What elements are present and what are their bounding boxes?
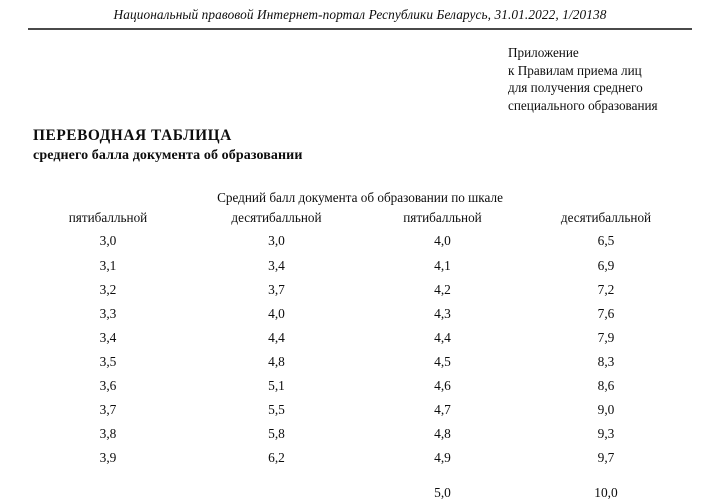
table-cell: 7,9 — [597, 330, 615, 345]
header-divider-rule — [28, 28, 692, 30]
table-row — [28, 350, 692, 374]
page-title: ПЕРЕВОДНАЯ ТАБЛИЦА — [33, 127, 232, 144]
table-cell: 6,9 — [597, 258, 615, 273]
table-cell: 8,3 — [597, 354, 615, 369]
table-cell: 3,6 — [99, 378, 117, 393]
table-cell: 3,7 — [268, 282, 285, 297]
table-header — [28, 188, 692, 228]
table-cell: 4,1 — [434, 258, 451, 273]
table-row — [28, 446, 692, 470]
appendix-line-1: Приложение — [508, 45, 579, 60]
table-cell: 3,8 — [99, 426, 117, 441]
column-header-scale-five-right: пятибалльной — [403, 210, 482, 225]
document-title-block — [33, 126, 303, 165]
table-cell: 3,1 — [99, 258, 117, 273]
table-cell: 3,7 — [99, 402, 117, 417]
table-cell: 7,6 — [597, 306, 615, 321]
table-cell: 3,4 — [99, 330, 117, 345]
table-cell: 3,2 — [99, 282, 117, 297]
table-cell: 4,6 — [434, 378, 451, 393]
table-row — [28, 374, 692, 398]
table-row — [28, 482, 692, 504]
running-header-text: Национальный правовой Интернет-портал Республики Беларусь, 31.01.2022, 1/20138 — [113, 7, 607, 22]
table-row — [28, 422, 692, 446]
table-cell: 4,4 — [434, 330, 451, 345]
table-cell: 3,5 — [99, 354, 117, 369]
table-cell: 5,0 — [434, 485, 451, 500]
table-row — [28, 326, 692, 350]
table-cell: 5,5 — [268, 402, 285, 417]
appendix-line-4: специального образования — [508, 97, 658, 113]
table-cell: 8,6 — [597, 378, 615, 393]
table-cell: 5,1 — [268, 378, 285, 393]
table-cell: 3,3 — [99, 306, 117, 321]
table-cell — [188, 482, 365, 504]
table-cell: 4,4 — [268, 330, 285, 345]
table-cell: 3,9 — [99, 450, 117, 465]
table-cell: 9,7 — [597, 450, 615, 465]
page-subtitle: среднего балла документа об образовании — [33, 148, 303, 163]
table-cell: 4,7 — [434, 402, 451, 417]
appendix-reference-block — [508, 44, 713, 114]
table-cell: 4,5 — [434, 354, 451, 369]
column-header-scale-ten-right: десятибалльной — [560, 210, 652, 225]
table-cell: 9,3 — [597, 426, 615, 441]
appendix-line-3: для получения среднего — [508, 80, 643, 96]
table-cell: 7,2 — [597, 282, 615, 297]
table-cell: 6,5 — [597, 233, 615, 248]
column-header-scale-five-left: пятибалльной — [68, 210, 148, 225]
table-row — [28, 278, 692, 302]
table-cell: 4,9 — [434, 450, 451, 465]
table-column-header-row — [28, 207, 692, 228]
table-row — [28, 398, 692, 422]
appendix-line-2: к Правилам приема лиц — [508, 62, 642, 78]
table-cell: 5,8 — [268, 426, 285, 441]
table-cell: 3,0 — [268, 233, 285, 248]
rule-cell — [28, 470, 188, 482]
table-cell: 10,0 — [594, 485, 618, 500]
column-header-scale-ten-left: десятибалльной — [231, 210, 322, 225]
table-header-span-row — [28, 188, 692, 207]
table-row — [28, 228, 692, 254]
grade-conversion-table — [28, 188, 692, 504]
table-cell: 4,0 — [268, 306, 285, 321]
table-row — [28, 254, 692, 278]
table-cell: 4,8 — [268, 354, 285, 369]
document-running-header — [28, 5, 692, 31]
rule-cell — [188, 470, 365, 482]
table-cell: 3,0 — [99, 233, 117, 248]
table-cell: 6,2 — [268, 450, 285, 465]
table-row — [28, 302, 692, 326]
table-cell: 9,0 — [597, 402, 615, 417]
table-cell: 4,8 — [434, 426, 451, 441]
table-body-close-rule — [28, 470, 692, 482]
rule-cell — [365, 470, 520, 482]
table-cell: 4,2 — [434, 282, 451, 297]
table-cell: 4,0 — [434, 233, 451, 248]
table-span-header: Средний балл документа об образовании по шкале — [217, 190, 503, 205]
table-cell: 4,3 — [434, 306, 451, 321]
table-body — [28, 228, 692, 504]
rule-cell — [520, 470, 692, 482]
table-cell: 3,4 — [268, 258, 285, 273]
table-cell — [28, 482, 188, 504]
